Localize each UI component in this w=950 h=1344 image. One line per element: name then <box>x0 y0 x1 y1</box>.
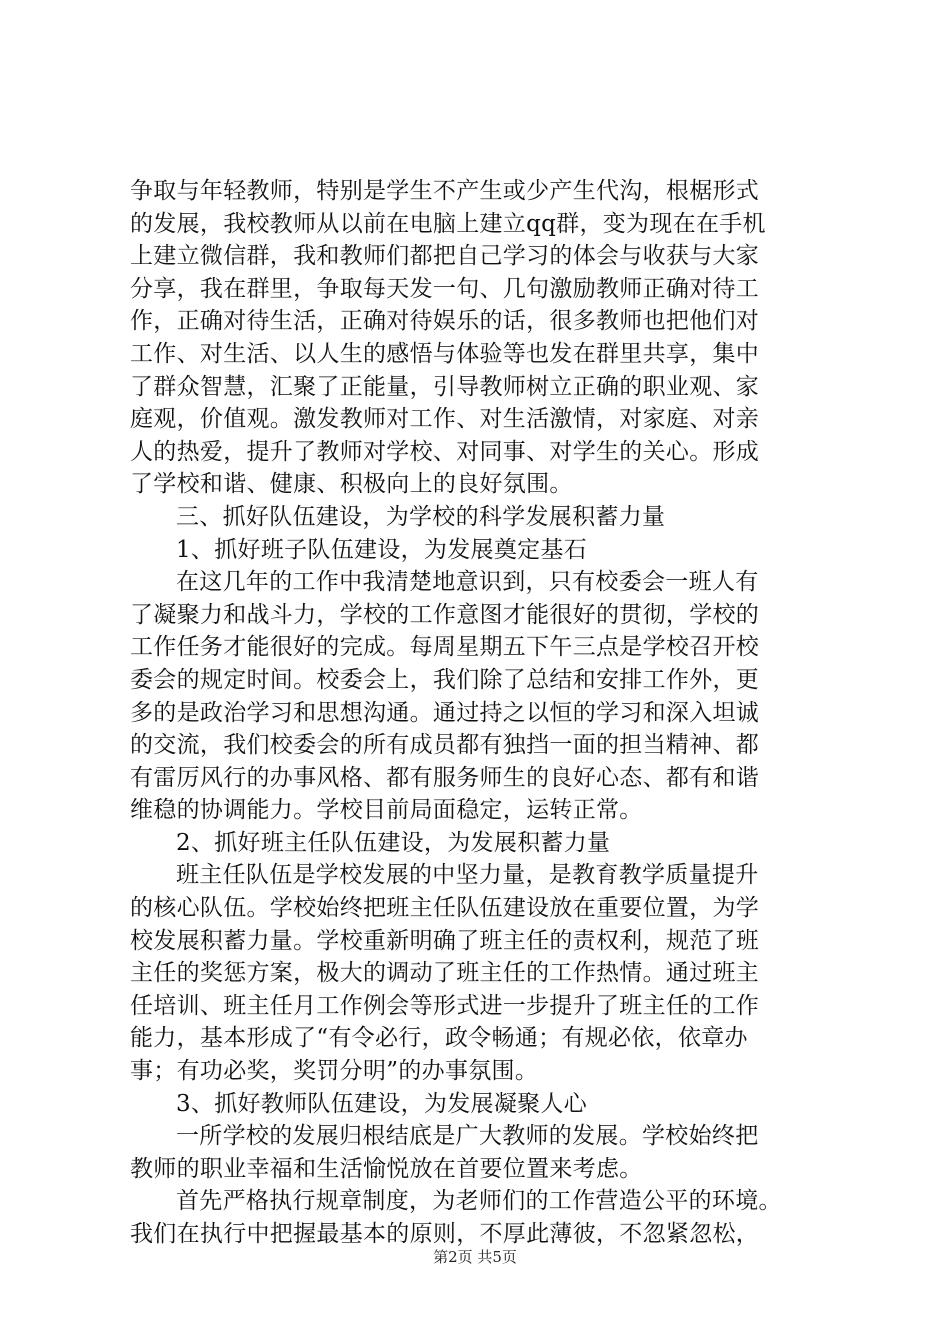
text-line: 三、抓好队伍建设，为学校的科学发展积蓄力量 <box>176 503 666 530</box>
text-line: 任培训、班主任月工作例会等形式进一步提升了班主任的工作 <box>130 992 760 1019</box>
text-line: 在这几年的工作中我清楚地意识到，只有校委会一班人有 <box>176 569 759 596</box>
text-line: 我们在执行中把握最基本的原则，不厚此薄彼，不忽紧忽松， <box>130 1221 760 1247</box>
text-line: 多的是政治学习和思想沟通。通过持之以恒的学习和深入坦诚 <box>130 699 760 726</box>
text-line: 了学校和谐、健康、积极向上的良好氛围。 <box>130 471 573 498</box>
text-line: 的交流，我们校委会的所有成员都有独挡一面的担当精神、都 <box>130 732 760 759</box>
text-line: 争取与年轻教师，特别是学生不产生或少产生代沟，根椐形式 <box>130 178 760 204</box>
text-line: 分享，我在群里，争取每天发一句、几句激励教师正确对待工 <box>130 275 760 302</box>
text-line: 1、抓好班子队伍建设，为发展奠定基石 <box>176 536 588 563</box>
text-line: 人的热爱，提升了教师对学校、对同事、对学生的关心。形成 <box>130 438 760 465</box>
text-line: 首先严格执行规章制度，为老师们的工作营造公平的环境。 <box>176 1188 782 1215</box>
text-line: 的发展，我校教师从以前在电脑上建立qq群，变为现在在手机 <box>130 210 766 237</box>
text-line: 上建立微信群，我和教师们都把自己学习的体会与收获与大家 <box>130 243 760 270</box>
text-line: 有雷厉风行的办事风格、都有服务师生的良好心态、都有和谐 <box>130 764 760 791</box>
text-line: 2、抓好班主任队伍建设，为发展积蓄力量 <box>176 829 611 856</box>
text-line: 作，正确对待生活，正确对待娱乐的话，很多教师也把他们对 <box>130 308 760 335</box>
text-line: 维稳的协调能力。学校目前局面稳定，运转正常。 <box>130 797 643 824</box>
text-line: 委会的规定时间。校委会上，我们除了总结和安排工作外，更 <box>130 666 760 693</box>
body-text <box>130 175 850 1251</box>
text-line: 校发展积蓄力量。学校重新明确了班主任的责权利，规范了班 <box>130 927 760 954</box>
text-line: 庭观，价值观。激发教师对工作、对生活激情，对家庭、对亲 <box>130 406 760 433</box>
text-line: 3、抓好教师队伍建设，为发展凝聚人心 <box>176 1090 588 1117</box>
text-line: 事；有功必奖，奖罚分明”的办事氛围。 <box>130 1058 539 1085</box>
text-line: 工作、对生活、以人生的感悟与体验等也发在群里共享，集中 <box>130 340 760 367</box>
text-line: 教师的职业幸福和生活愉悦放在首要位置来考虑。 <box>130 1155 643 1182</box>
text-line: 了群众智慧，汇聚了正能量，引导教师树立正确的职业观、家 <box>130 373 760 400</box>
text-line: 一所学校的发展归根结底是广大教师的发展。学校始终把 <box>176 1123 759 1150</box>
text-line: 的核心队伍。学校始终把班主任队伍建设放在重要位置，为学 <box>130 895 760 922</box>
text-line: 工作任务才能很好的完成。每周星期五下午三点是学校召开校 <box>130 634 760 661</box>
text-line: 能力，基本形成了“有令必行，政令畅通；有规必依，依章办 <box>130 1025 748 1052</box>
page-footer: 第2页 共5页 <box>433 1248 517 1266</box>
text-line: 主任的奖惩方案，极大的调动了班主任的工作热情。通过班主 <box>130 960 760 987</box>
text-line: 了凝聚力和战斗力，学校的工作意图才能很好的贯彻，学校的 <box>130 601 760 628</box>
text-line: 班主任队伍是学校发展的中坚力量，是教育教学质量提升 <box>176 862 759 889</box>
